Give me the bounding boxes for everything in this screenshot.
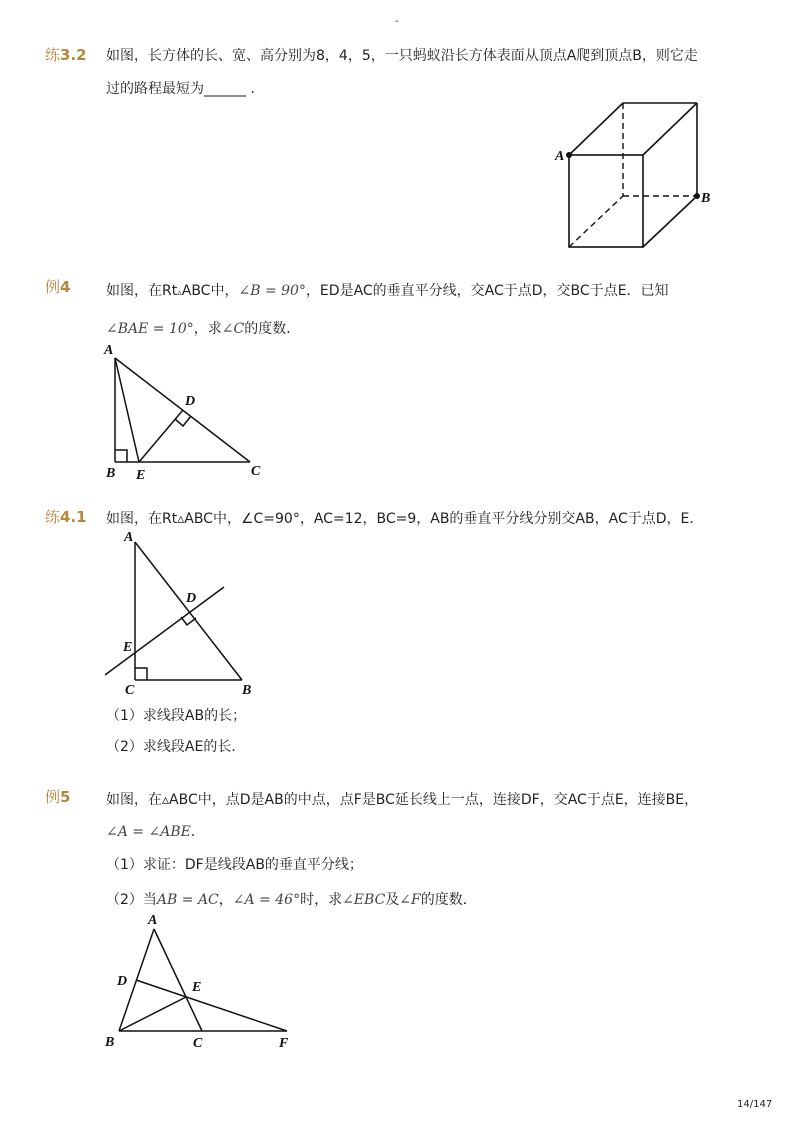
math-expression: AB = AC: [156, 892, 219, 908]
text-segment: 的度数．: [244, 321, 301, 337]
problem-3-2-line2: 过的路程最短为______ .: [106, 81, 255, 97]
exercise-4-1-question-1: （1）求线段AB的长；: [106, 708, 247, 724]
exercise-4-1-line1: 如图，在Rt▵ABC中，∠C=90°，AC=12，BC=9，AB的垂直平分线分别交AB，AC于点D，E．: [106, 511, 704, 527]
exercise-4-1-question-2: （2）求线段AE的长．: [106, 739, 246, 755]
text-segment: （2）当: [106, 892, 157, 908]
fig5-label-e: E: [192, 980, 202, 995]
fig4-label-c: C: [251, 464, 261, 479]
text-segment: ，: [218, 892, 233, 908]
text-segment: ．: [190, 824, 205, 840]
label-prefix: 练: [45, 46, 61, 64]
text-segment: 如图，在Rt: [106, 283, 178, 299]
segment-df: [136, 980, 287, 1031]
math-expression: ∠F: [399, 892, 421, 908]
label-prefix: 例: [45, 278, 61, 296]
fig5-label-a: A: [148, 913, 158, 928]
text-segment: ，求: [193, 321, 222, 337]
math-expression: ∠A = 46°: [232, 892, 301, 908]
text-segment: ，ED是AC的垂直平分线，交AC于点D，交BC于点E．已知: [305, 283, 669, 299]
label-number: 5: [60, 788, 71, 806]
text-segment: ABC中，: [181, 283, 239, 299]
label-prefix: 例: [45, 788, 61, 806]
cuboid-label-a: A: [555, 149, 565, 164]
triangle-symbol: ▵: [177, 288, 182, 298]
fig5-label-c: C: [193, 1036, 203, 1051]
example-5-line1: 如图，在▵ABC中，点D是AB的中点，点F是BC延长线上一点，连接DF，交AC于点E，连接BE，: [106, 792, 699, 808]
problem-3-2-line1: 如图，长方体的长、宽、高分别为8，4，5，一只蚂蚁沿长方体表面从顶点A爬到顶点B，则它走: [106, 48, 698, 64]
example-5-question-1: （1）求证：DF是线段AB的垂直平分线；: [106, 857, 363, 873]
math-expression: ∠BAE = 10°: [106, 321, 194, 337]
fig4-label-b: B: [106, 466, 116, 481]
label-number: 4.1: [60, 508, 87, 526]
label-number: 3.2: [60, 46, 87, 64]
text-segment: 的度数．: [420, 892, 477, 908]
fig41-label-e: E: [123, 640, 133, 655]
math-expression: ∠EBC: [342, 892, 386, 908]
fig4-label-a: A: [104, 343, 114, 358]
cuboid-label-b: B: [701, 191, 711, 206]
fig5-label-b: B: [105, 1035, 115, 1050]
label-number: 4: [60, 278, 71, 296]
page-number: 14/147: [737, 1099, 773, 1110]
text-segment: 及: [385, 892, 400, 908]
fig41-label-c: C: [125, 683, 135, 698]
label-prefix: 练: [45, 508, 61, 526]
fig41-label-b: B: [242, 683, 252, 698]
fig41-label-d: D: [186, 591, 197, 606]
header-mark: -: [395, 16, 399, 27]
fig4-label-d: D: [185, 394, 196, 409]
math-expression: ∠A = ∠ABE: [106, 824, 191, 840]
fig4-label-e: E: [136, 468, 146, 483]
math-expression: ∠C: [221, 321, 245, 337]
fig5-label-f: F: [279, 1036, 289, 1051]
fig5-label-d: D: [117, 974, 128, 989]
text-segment: 时，求: [300, 892, 343, 908]
fig41-label-a: A: [124, 530, 134, 545]
math-expression: ∠B = 90°: [238, 283, 306, 299]
